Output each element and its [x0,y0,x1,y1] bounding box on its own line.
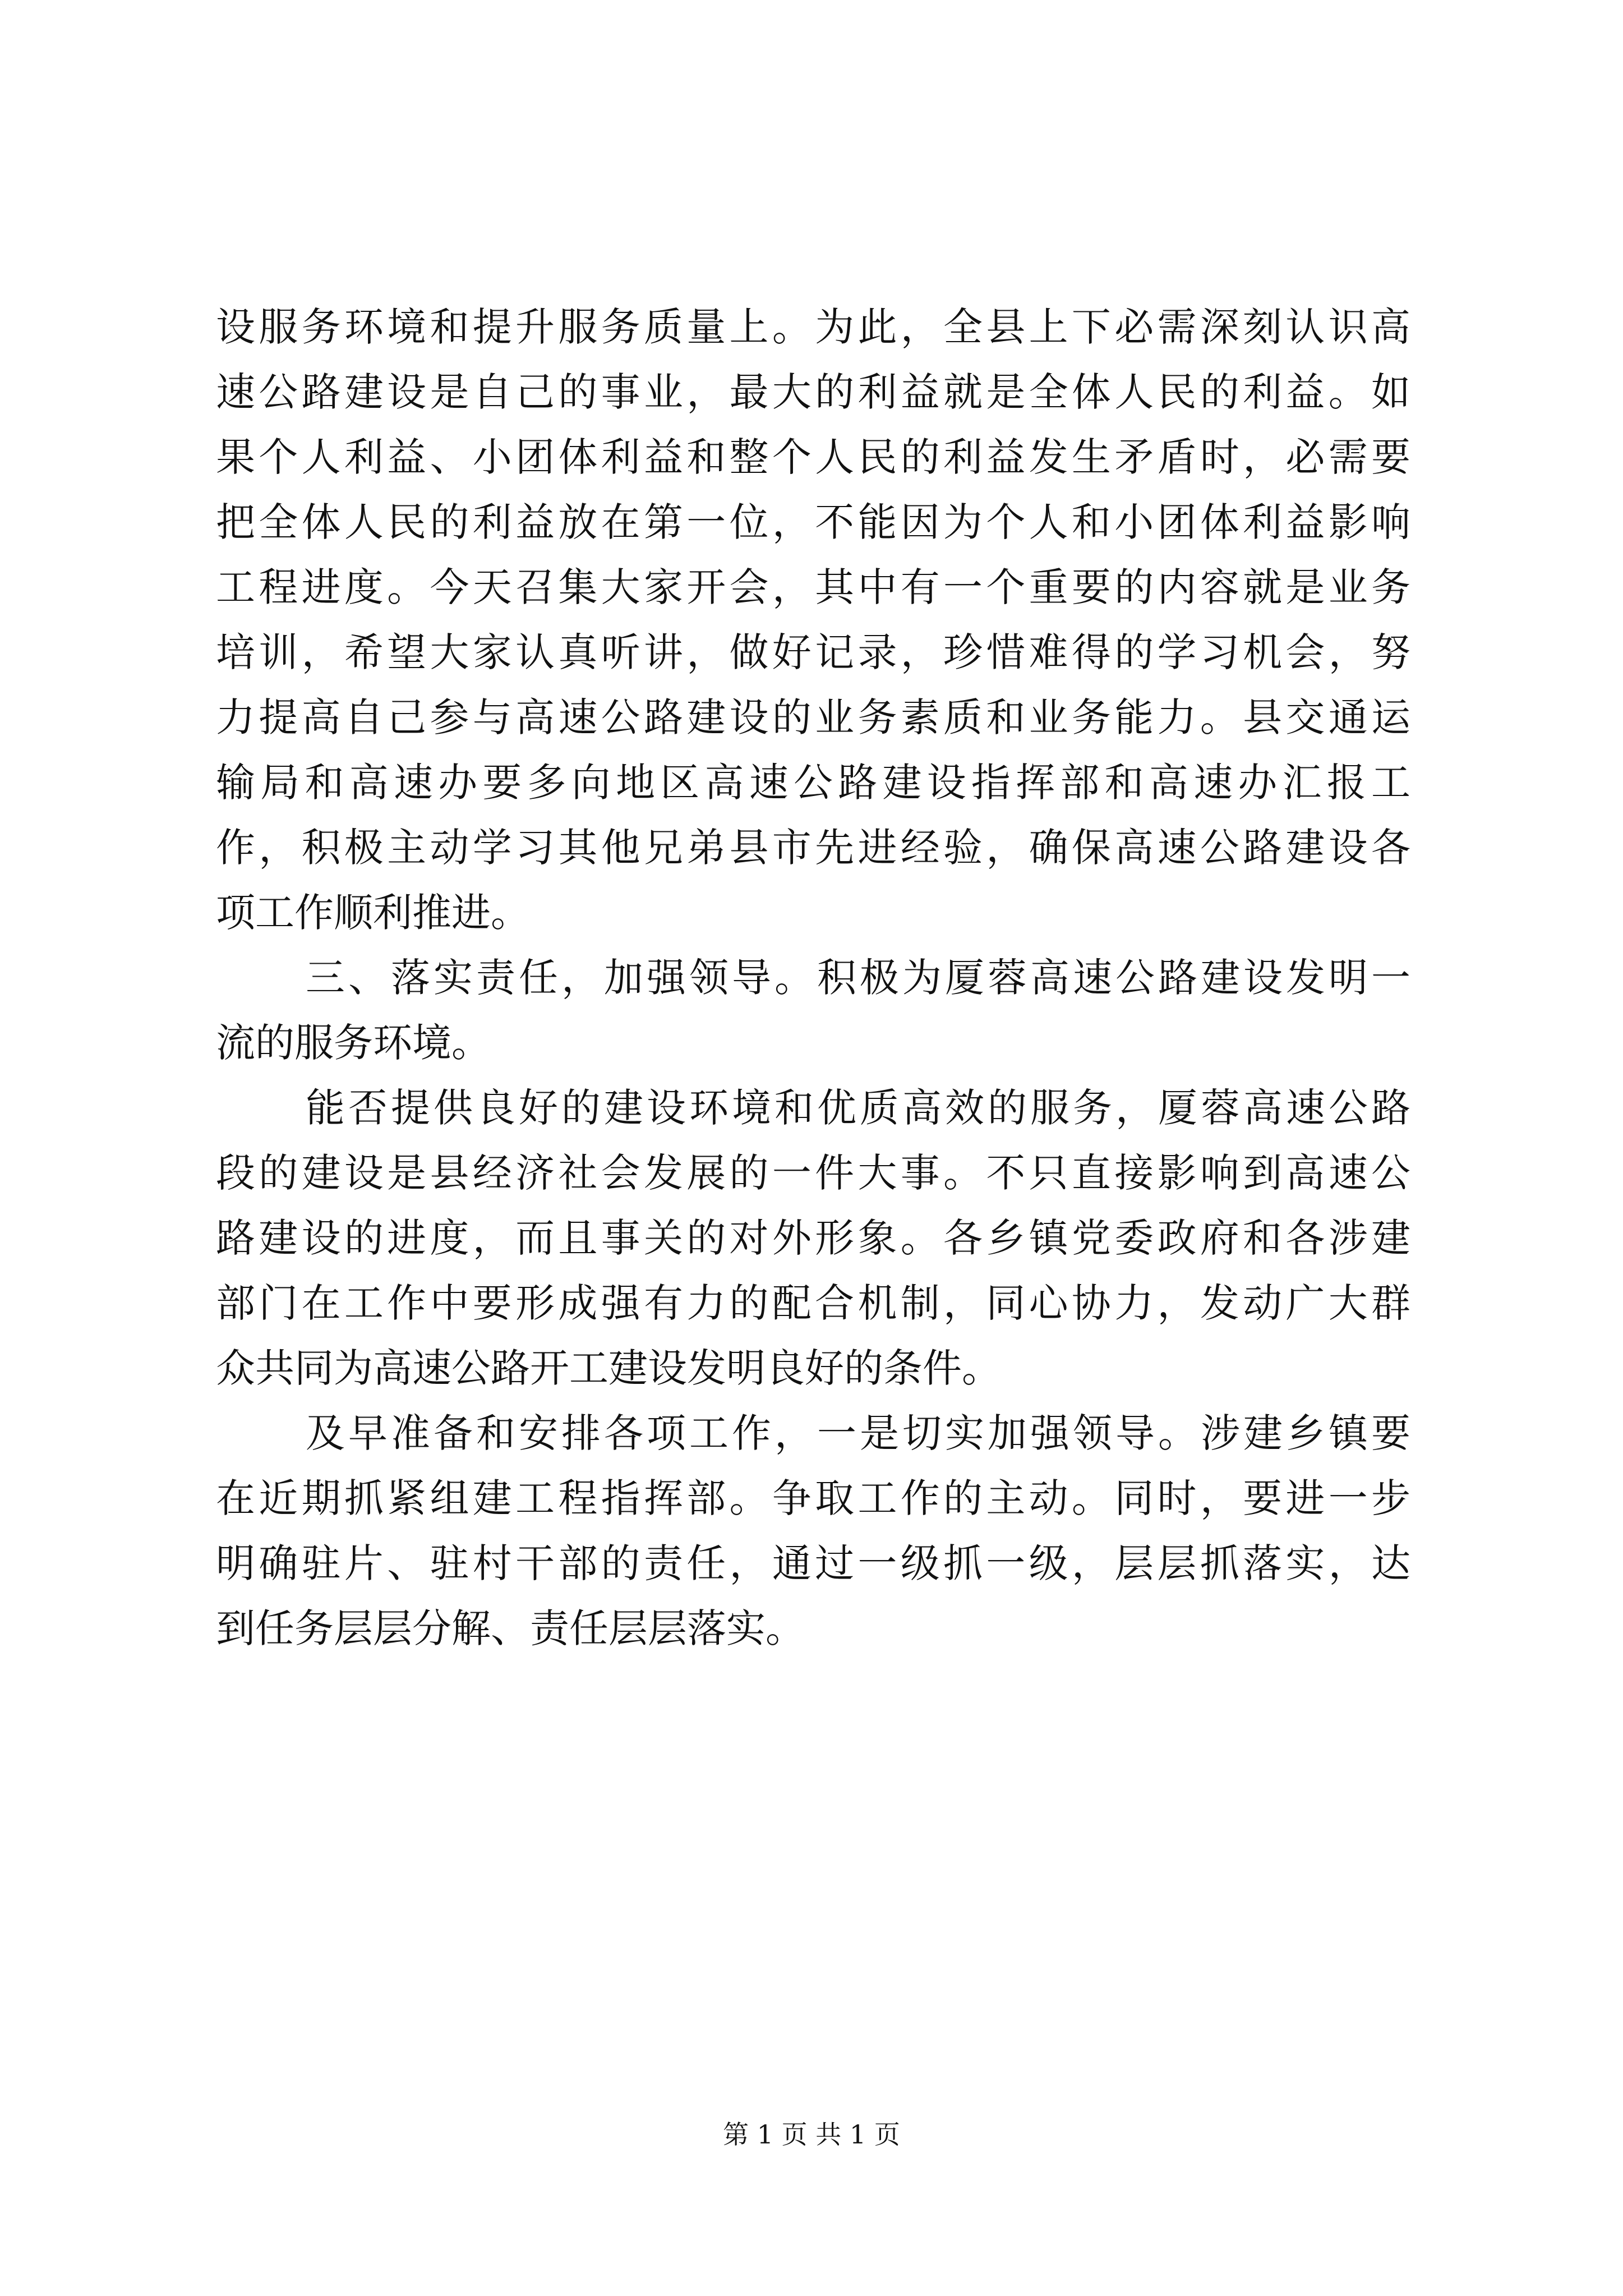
text-line: 众共同为高速公路开工建设发明良好的条件。 [216,1345,1001,1391]
text-line: 作，积极主动学习其他兄弟县市先进经验，确保高速公路建设各 [216,825,1410,871]
text-line: 速公路建设是自己的事业，最大的利益就是全体人民的利益。如 [216,369,1410,415]
text-line: 把全体人民的利益放在第一位，不能因为个人和小团体利益影响 [216,499,1410,545]
page-footer [0,2118,1623,2151]
text-line: 段的建设是县经济社会发展的一件大事。不只直接影响到高速公 [216,1150,1410,1196]
text-line: 设服务环境和提升服务质量上。为此，全县上下必需深刻认识高 [216,304,1410,350]
text-line: 工程进度。今天召集大家开会，其中有一个重要的内容就是业务 [216,564,1410,610]
paragraph-1 [216,295,1410,945]
paragraph-2 [216,945,1410,1075]
text-line: 及早准备和安排各项工作，一是切实加强领导。涉建乡镇要 [306,1410,1410,1456]
section-heading-line: 三、落实责任，加强领导。积极为厦蓉高速公路建设发明一 [306,955,1410,1001]
text-line: 部门在工作中要形成强有力的配合机制，同心协力，发动广大群 [216,1280,1410,1326]
text-line: 果个人利益、小团体利益和整个人民的利益发生矛盾时，必需要 [216,434,1410,480]
text-line: 能否提供良好的建设环境和优质高效的服务，厦蓉高速公路 [306,1085,1410,1131]
text-line: 路建设的进度，而且事关的对外形象。各乡镇党委政府和各涉建 [216,1215,1410,1261]
text-line: 输局和高速办要多向地区高速公路建设指挥部和高速办汇报工 [216,760,1410,806]
text-line: 明确驻片、驻村干部的责任，通过一级抓一级，层层抓落实，达 [216,1540,1410,1586]
paragraph-4 [216,1401,1410,1661]
text-line: 项工作顺利推进。 [216,890,530,936]
document-body [216,295,1410,1661]
text-line: 在近期抓紧组建工程指挥部。争取工作的主动。同时，要进一步 [216,1475,1410,1521]
text-line: 到任务层层分解、责任层层落实。 [216,1605,805,1651]
page-number-label: 第 1 页 共 1 页 [723,2119,900,2150]
paragraph-3 [216,1075,1410,1401]
text-line: 培训，希望大家认真听讲，做好记录，珍惜难得的学习机会，努 [216,629,1410,675]
section-heading-line: 流的服务环境。 [216,1020,491,1066]
text-line: 力提高自己参与高速公路建设的业务素质和业务能力。县交通运 [216,694,1410,740]
